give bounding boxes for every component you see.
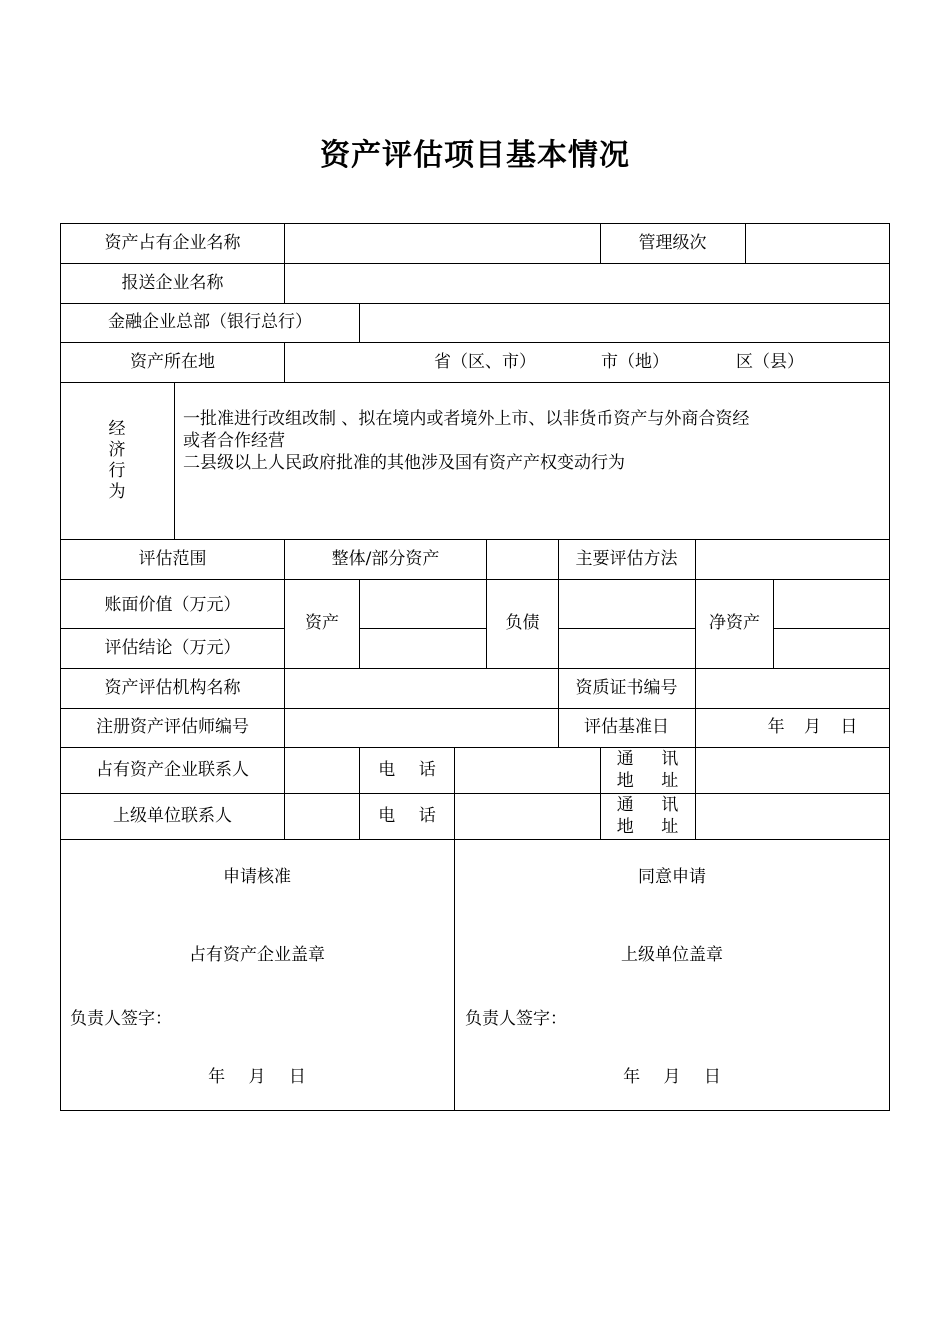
left-heading: 申请核准	[223, 866, 291, 887]
appraiser-label: 注册资产评估师编号	[96, 717, 249, 738]
assets-label: 资产	[305, 613, 339, 634]
scope-field[interactable]	[487, 539, 558, 579]
mgmt-level-field[interactable]	[746, 223, 889, 263]
reporting-name-label: 报送企业名称	[121, 272, 224, 293]
econ-option-2[interactable]: 二县级以上人民政府批准的其他涉及国有资产产权变动行为	[183, 453, 625, 473]
cert-field[interactable]	[696, 668, 889, 708]
conclusion-label: 评估结论（万元）	[104, 637, 241, 658]
econ-behavior-options	[183, 408, 883, 528]
base-date-value[interactable]: 年 月 日	[767, 717, 858, 738]
agency-field[interactable]	[285, 668, 558, 708]
assets-conclusion-field[interactable]	[360, 629, 486, 668]
left-signature[interactable]: 负责人签字：	[70, 1009, 172, 1029]
location-city: 市（地）	[601, 351, 669, 372]
superior-address-field[interactable]	[696, 793, 889, 839]
base-date-label: 评估基准日	[584, 717, 669, 738]
occupant-phone-label: 电 话	[378, 759, 436, 780]
method-label: 主要评估方法	[575, 548, 678, 569]
econ-option-1[interactable]: 一批准进行改组改制 、拟在境内或者境外上市、以非货币资产与外商合资经	[183, 409, 750, 429]
right-signature[interactable]: 负责人签字：	[465, 1009, 567, 1029]
agency-label: 资产评估机构名称	[104, 677, 241, 698]
right-seal: 上级单位盖章	[621, 944, 723, 965]
cert-label: 资质证书编号	[575, 677, 678, 698]
scope-value: 整体/部分资产	[331, 548, 440, 569]
mgmt-level-label: 管理级次	[638, 232, 707, 253]
occupant-name-field[interactable]	[285, 223, 600, 263]
econ-option-1-cont: 或者合作经营	[183, 431, 285, 451]
book-value-label: 账面价值（万元）	[104, 595, 241, 616]
location-label: 资产所在地	[130, 351, 215, 372]
assets-book-field[interactable]	[360, 579, 486, 628]
occupant-name-label: 资产占有企业名称	[104, 232, 241, 253]
net-assets-label: 净资产	[709, 613, 760, 634]
finance-hq-field[interactable]	[360, 303, 889, 342]
location-district: 区（县）	[736, 351, 804, 372]
scope-label: 评估范围	[138, 548, 207, 569]
finance-hq-label: 金融企业总部（银行总行）	[108, 312, 312, 333]
net-assets-conclusion-field[interactable]	[774, 629, 889, 668]
superior-phone-field[interactable]	[455, 793, 600, 839]
method-field[interactable]	[696, 539, 889, 579]
liabilities-label: 负债	[505, 613, 540, 634]
net-assets-book-field[interactable]	[774, 579, 889, 628]
econ-behavior-label: 经 济 行 为	[108, 418, 126, 503]
superior-phone-label: 电 话	[378, 805, 436, 826]
superior-contact-field[interactable]	[285, 793, 359, 839]
occupant-phone-field[interactable]	[455, 747, 600, 793]
liabilities-conclusion-field[interactable]	[559, 629, 695, 668]
superior-contact-label: 上级单位联系人	[113, 805, 232, 826]
left-seal: 占有资产企业盖章	[189, 944, 325, 965]
page-title: 资产评估项目基本情况	[320, 138, 630, 173]
right-heading: 同意申请	[638, 866, 706, 887]
right-date[interactable]: 年 月 日	[623, 1066, 721, 1087]
liabilities-book-field[interactable]	[559, 579, 695, 628]
location-province: 省（区、市）	[434, 351, 536, 372]
superior-address-label: 通 讯 地 址	[616, 794, 679, 837]
occupant-contact-field[interactable]	[285, 747, 359, 793]
appraiser-field[interactable]	[285, 708, 558, 747]
reporting-name-field[interactable]	[285, 263, 889, 303]
occupant-contact-label: 占有资产企业联系人	[96, 759, 249, 780]
occupant-address-field[interactable]	[696, 747, 889, 793]
left-date[interactable]: 年 月 日	[208, 1066, 306, 1087]
occupant-address-label: 通 讯 地 址	[616, 748, 679, 791]
